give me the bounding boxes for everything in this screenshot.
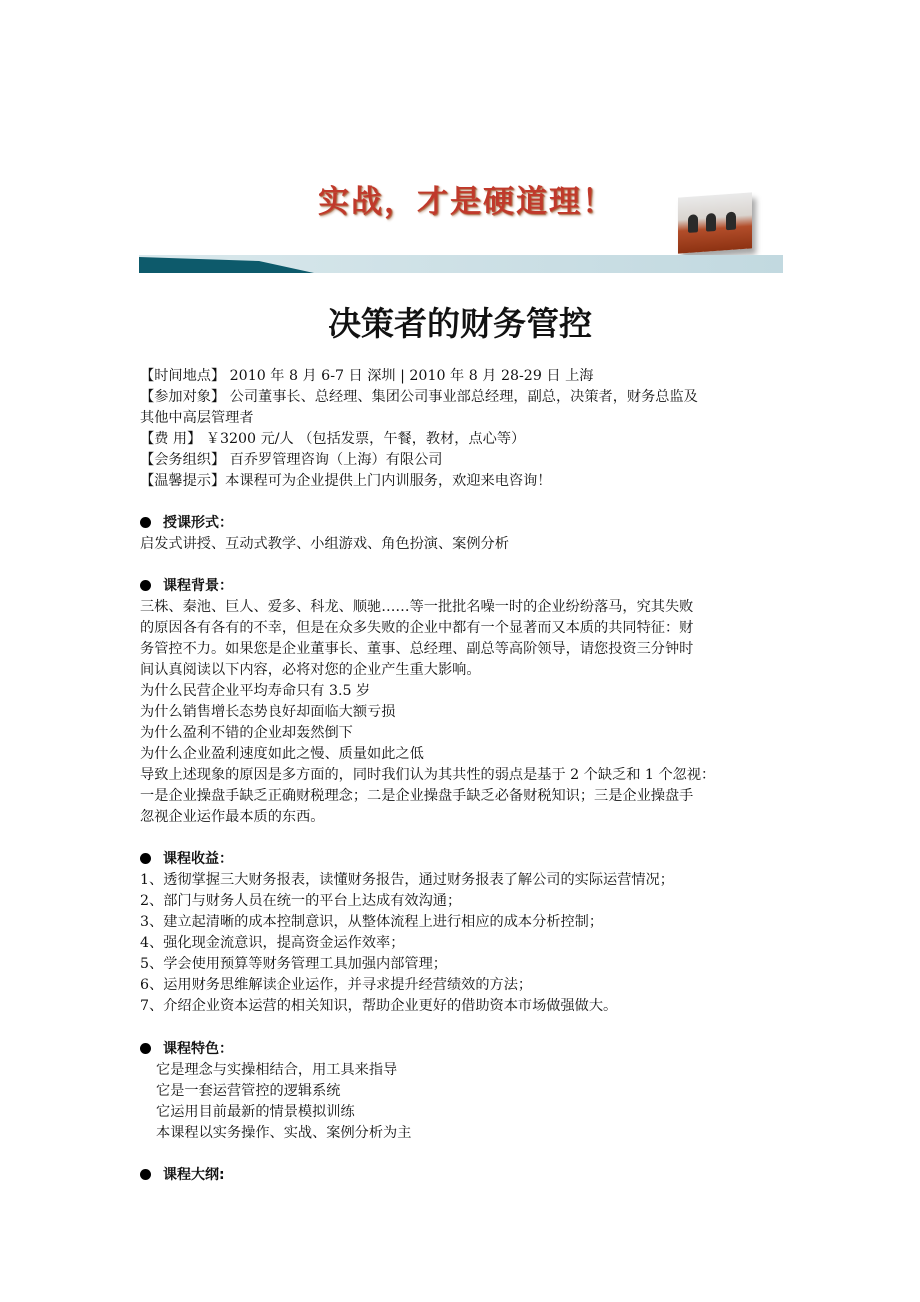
banner-band: [139, 255, 783, 273]
list-item: 6、运用财务思维解读企业运作，并寻求提升经营绩效的方法；: [140, 977, 533, 993]
text-line: 忽视企业运作最本质的东西。: [140, 809, 325, 825]
text-line: 为什么销售增长态势良好却面临大额亏损: [140, 704, 396, 720]
list-item: 它是一套运营管控的逻辑系统: [156, 1083, 341, 1099]
list-item: 4、强化现金流意识，提高资金运作效率；: [140, 935, 405, 951]
list-item: 2、部门与财务人员在统一的平台上达成有效沟通；: [140, 893, 462, 909]
list-item: 本课程以实务操作、实战、案例分析为主: [156, 1125, 412, 1141]
list-item: 3、建立起清晰的成本控制意识，从整体流程上进行相应的成本分析控制；: [140, 914, 604, 930]
list-item: 5、学会使用预算等财务管理工具加强内部管理；: [140, 956, 447, 972]
section-heading-format: 授课形式：: [140, 513, 233, 534]
text-line: 的原因各有各有的不幸，但是在众多失败的企业中都有一个显著而又本质的共同特征：财: [140, 620, 694, 636]
list-item: 它运用目前最新的情景模拟训练: [156, 1104, 355, 1120]
text-line: 启发式讲授、互动式教学、小组游戏、角色扮演、案例分析: [140, 536, 509, 552]
info-line: 【时间地点】 2010 年 8 月 6-7 日 深圳 | 2010 年 8 月 28-29 日 上海: [140, 368, 594, 384]
bullet-icon: [140, 1169, 151, 1180]
bullet-icon: [140, 580, 151, 591]
section-body-features: [140, 1060, 790, 1144]
section-body-benefits: [140, 870, 790, 1017]
text-line: 导致上述现象的原因是多方面的，同时我们认为其共性的弱点是基于 2 个缺乏和 1 个忽视：: [140, 767, 716, 783]
list-item: 7、介绍企业资本运营的相关知识，帮助企业更好的借助资本市场做强做大。: [140, 998, 618, 1014]
list-item: 1、透彻掌握三大财务报表，读懂财务报告，通过财务报表了解公司的实际运营情况；: [140, 872, 674, 888]
section-heading-benefits: 课程收益：: [140, 849, 233, 870]
text-line: 为什么民营企业平均寿命只有 3.5 岁: [140, 683, 371, 699]
section-body-format: [140, 534, 790, 555]
info-block: [140, 366, 790, 492]
info-line: 【温馨提示】本课程可为企业提供上门内训服务，欢迎来电咨询！: [140, 473, 552, 489]
section-body-background: [140, 597, 790, 828]
text-line: 为什么盈利不错的企业却轰然倒下: [140, 725, 353, 741]
bullet-icon: [140, 1043, 151, 1054]
info-line: 其他中高层管理者: [140, 410, 254, 426]
text-line: 三株、秦池、巨人、爱多、科龙、顺驰……等一批批名噪一时的企业纷纷落马，究其失败: [140, 599, 694, 615]
info-line: 【会务组织】 百乔罗管理咨询（上海）有限公司: [140, 452, 443, 468]
text-line: 为什么企业盈利速度如此之慢、质量如此之低: [140, 746, 424, 762]
slogan: 实战，才是硬道理！: [318, 184, 615, 220]
section-heading-background: 课程背景：: [140, 576, 233, 597]
text-line: 间认真阅读以下内容，必将对您的企业产生重大影响。: [140, 662, 481, 678]
page-title: 决策者的财务管控: [328, 304, 592, 343]
info-line: 【费 用】 ￥3200 元/人 （包括发票，午餐，教材，点心等）: [140, 431, 526, 447]
section-heading-features: 课程特色：: [140, 1039, 233, 1060]
meeting-photo-image: [678, 192, 752, 253]
bullet-icon: [140, 853, 151, 864]
bullet-icon: [140, 517, 151, 528]
section-heading-outline: 课程大纲:: [140, 1165, 225, 1186]
text-line: 一是企业操盘手缺乏正确财税理念；二是企业操盘手缺乏必备财税知识；三是企业操盘手: [140, 788, 694, 804]
info-line: 【参加对象】 公司董事长、总经理、集团公司事业部总经理，副总，决策者，财务总监及: [140, 389, 698, 405]
list-item: 它是理念与实操相结合，用工具来指导: [156, 1062, 398, 1078]
text-line: 务管控不力。如果您是企业董事长、董事、总经理、副总等高阶领导，请您投资三分钟时: [140, 641, 694, 657]
